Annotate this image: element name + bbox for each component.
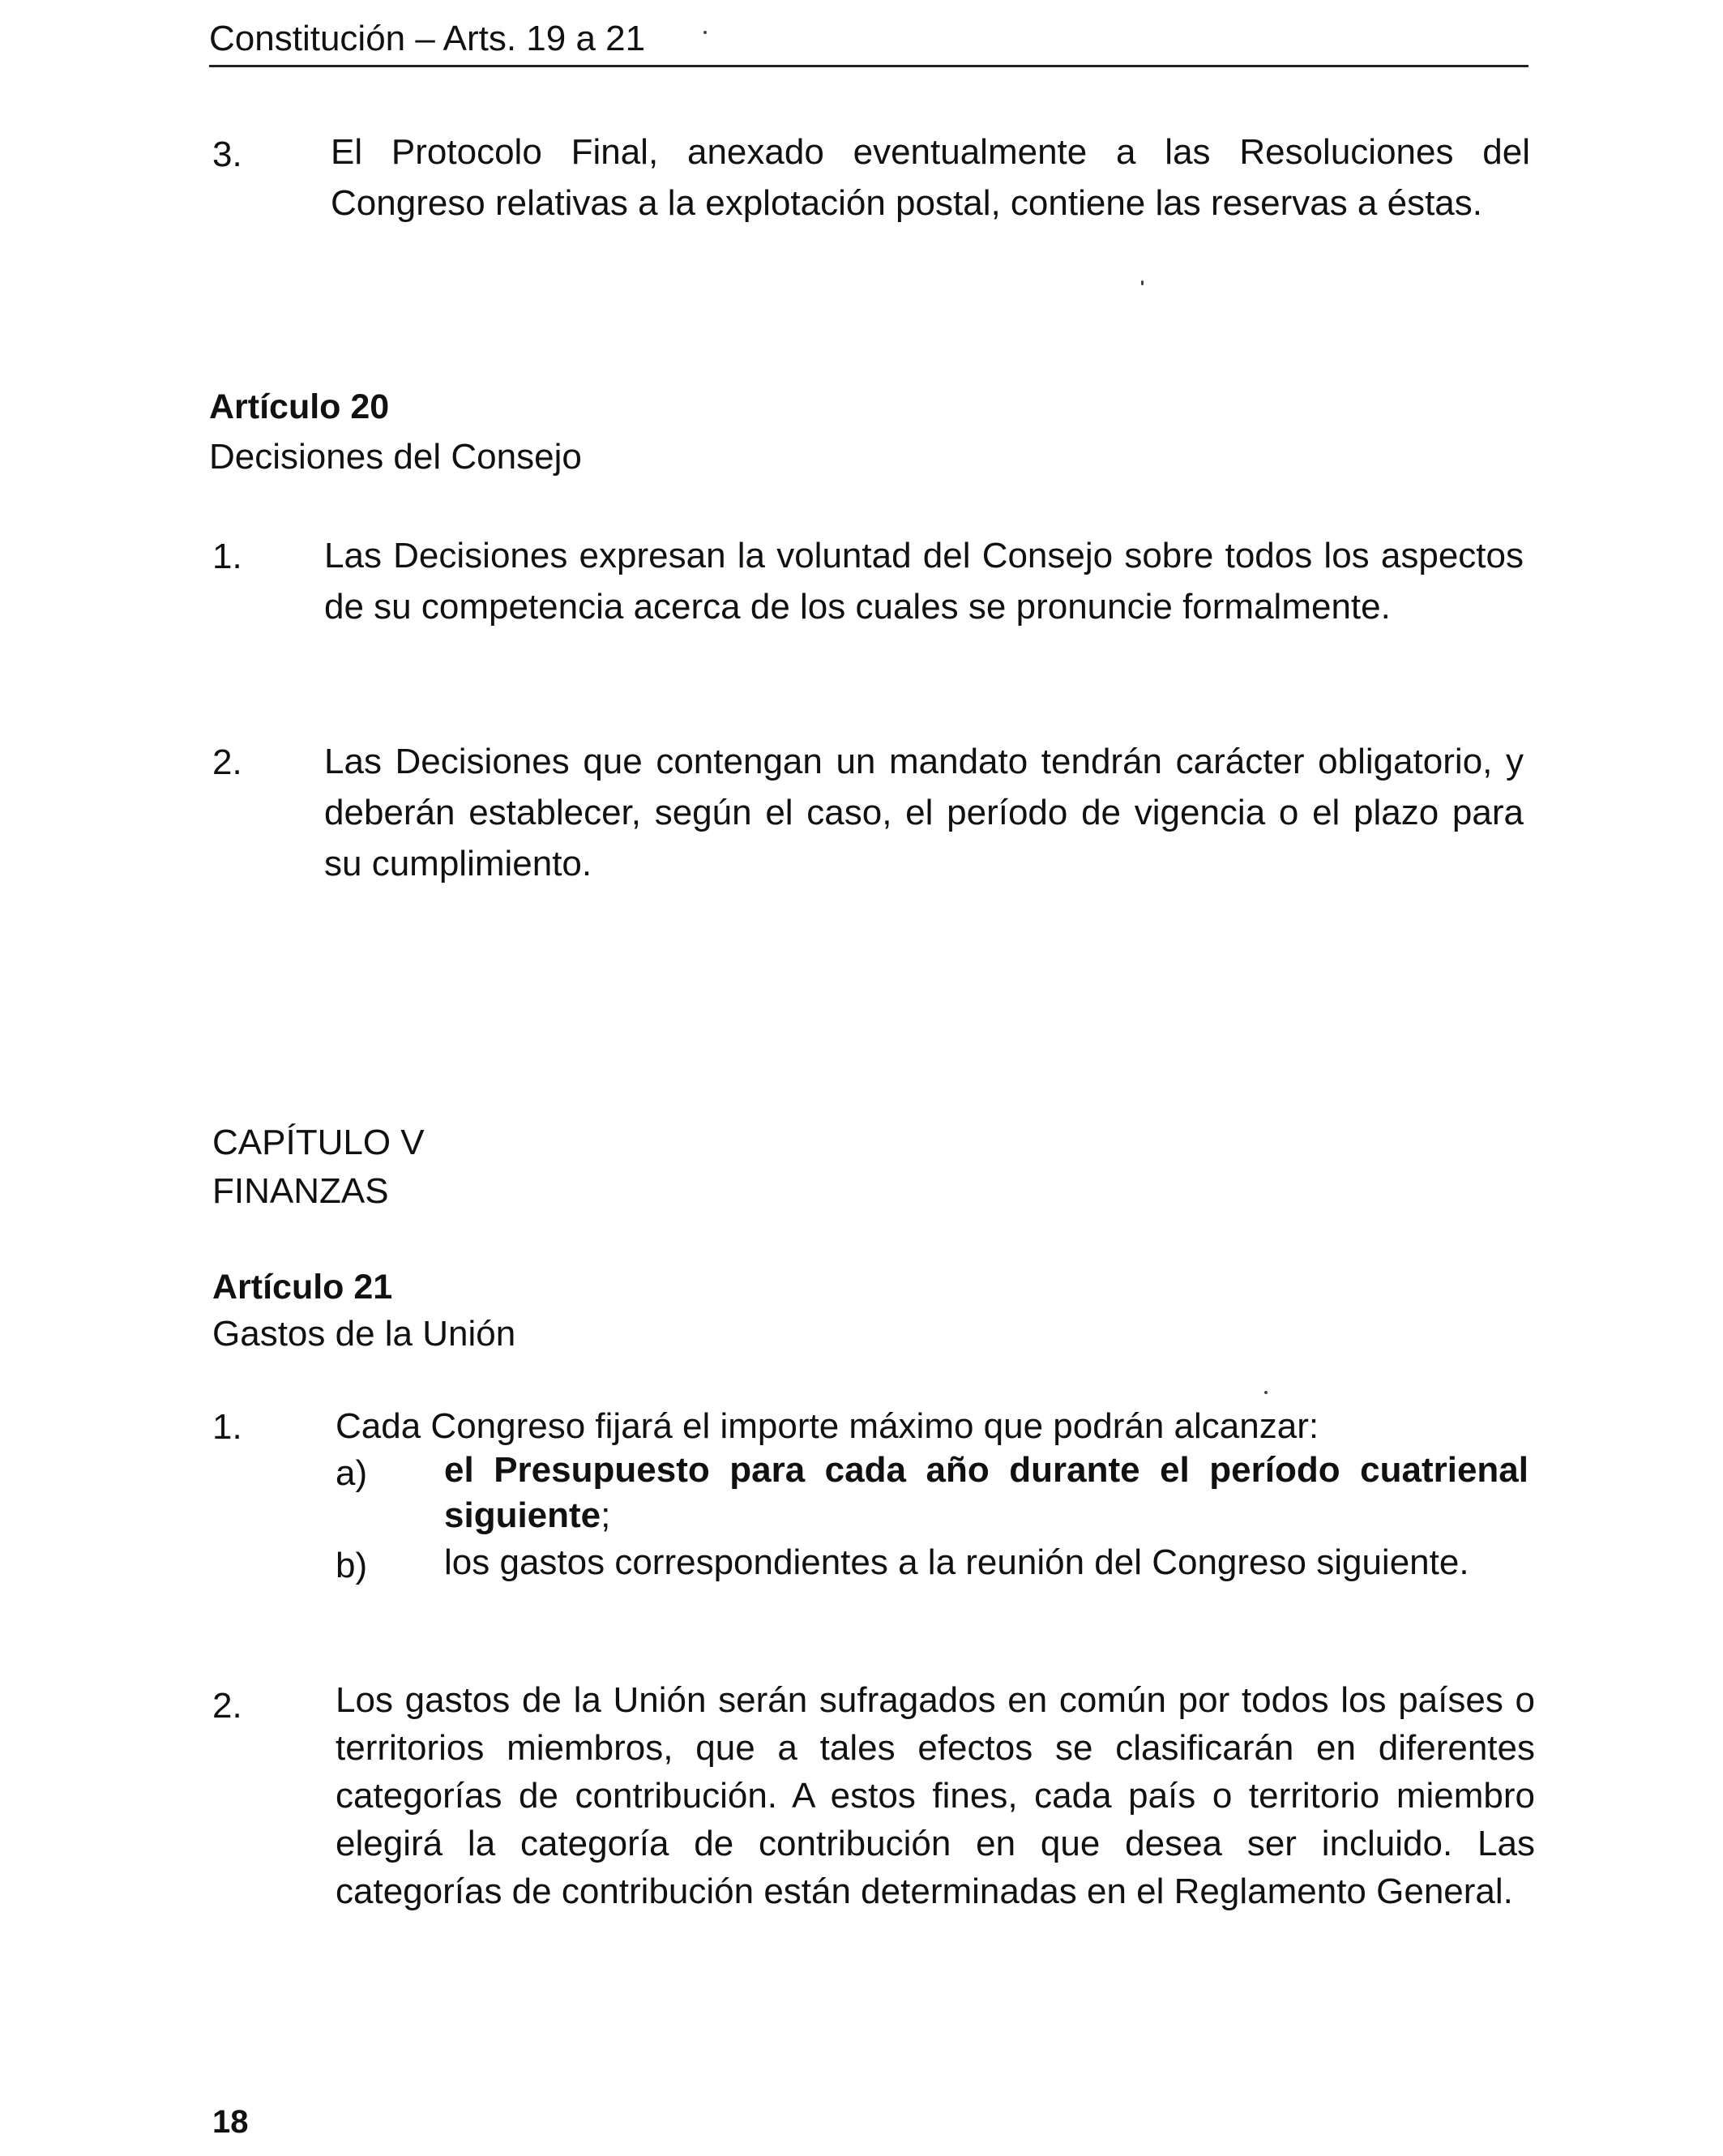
- art21-subitem-a-bold-text: el Presupuesto para cada año durante el período cuatrienal siguiente: [444, 1450, 1528, 1535]
- chapter-subtitle: FINANZAS: [212, 1171, 389, 1211]
- scan-speck: [703, 31, 707, 34]
- chapter-title: CAPÍTULO V: [212, 1123, 425, 1162]
- header-rule: [209, 65, 1528, 67]
- art21-subitem-b-text: los gastos correspondientes a la reunión del Congreso siguiente.: [444, 1542, 1469, 1582]
- art21-subtitle: Gastos de la Unión: [212, 1314, 516, 1354]
- art19-item3-number: 3.: [212, 135, 242, 174]
- art21-item1-number: 1.: [212, 1407, 242, 1447]
- art21-subitem-b-marker: b): [336, 1546, 368, 1585]
- page-number: 18: [212, 2104, 249, 2140]
- art20-item2-text: Las Decisiones que contengan un mandato tendrán carácter obligatorio, y deberán establecer, según el caso, el período de vigencia o el plazo para su cumplimiento.: [324, 742, 1524, 883]
- art21-item2-text: Los gastos de la Unión serán sufragados en común por todos los países o territorios miembros, que a tales efectos se clasificarán en diferentes categorías de contribución. A estos fines, cada país o territorio miembro elegirá la categoría de contribución en que desea ser incluido. Las categorías de contribución están determinadas en el Reglamento General.: [336, 1680, 1535, 1911]
- art20-heading: Artículo 20: [209, 387, 390, 426]
- art21-item2-number: 2.: [212, 1686, 242, 1726]
- art21-heading: Artículo 21: [212, 1268, 393, 1307]
- art20-item2-number: 2.: [212, 742, 242, 782]
- scan-speck: [1141, 280, 1144, 285]
- art21-subitem-a-text: [444, 1448, 1528, 1538]
- art21-subitem-a-punctuation: ;: [601, 1495, 611, 1535]
- art20-item1-number: 1.: [212, 537, 242, 576]
- art20-item1-text: Las Decisiones expresan la voluntad del Consejo sobre todos los aspectos de su competencia acerca de los cuales se pronuncie formalmente.: [324, 536, 1524, 627]
- art21-subitem-a-marker: a): [336, 1453, 368, 1493]
- art19-item3-text: El Protocolo Final, anexado eventualmente a las Resoluciones del Congreso relativas a la explotación postal, contiene las reservas a éstas.: [331, 132, 1530, 223]
- running-header: Constitución – Arts. 19 a 21: [209, 19, 646, 58]
- scan-speck: [1264, 1391, 1268, 1394]
- art21-item1-intro: Cada Congreso fijará el importe máximo que podrán alcanzar:: [336, 1406, 1319, 1446]
- art20-subtitle: Decisiones del Consejo: [209, 437, 582, 477]
